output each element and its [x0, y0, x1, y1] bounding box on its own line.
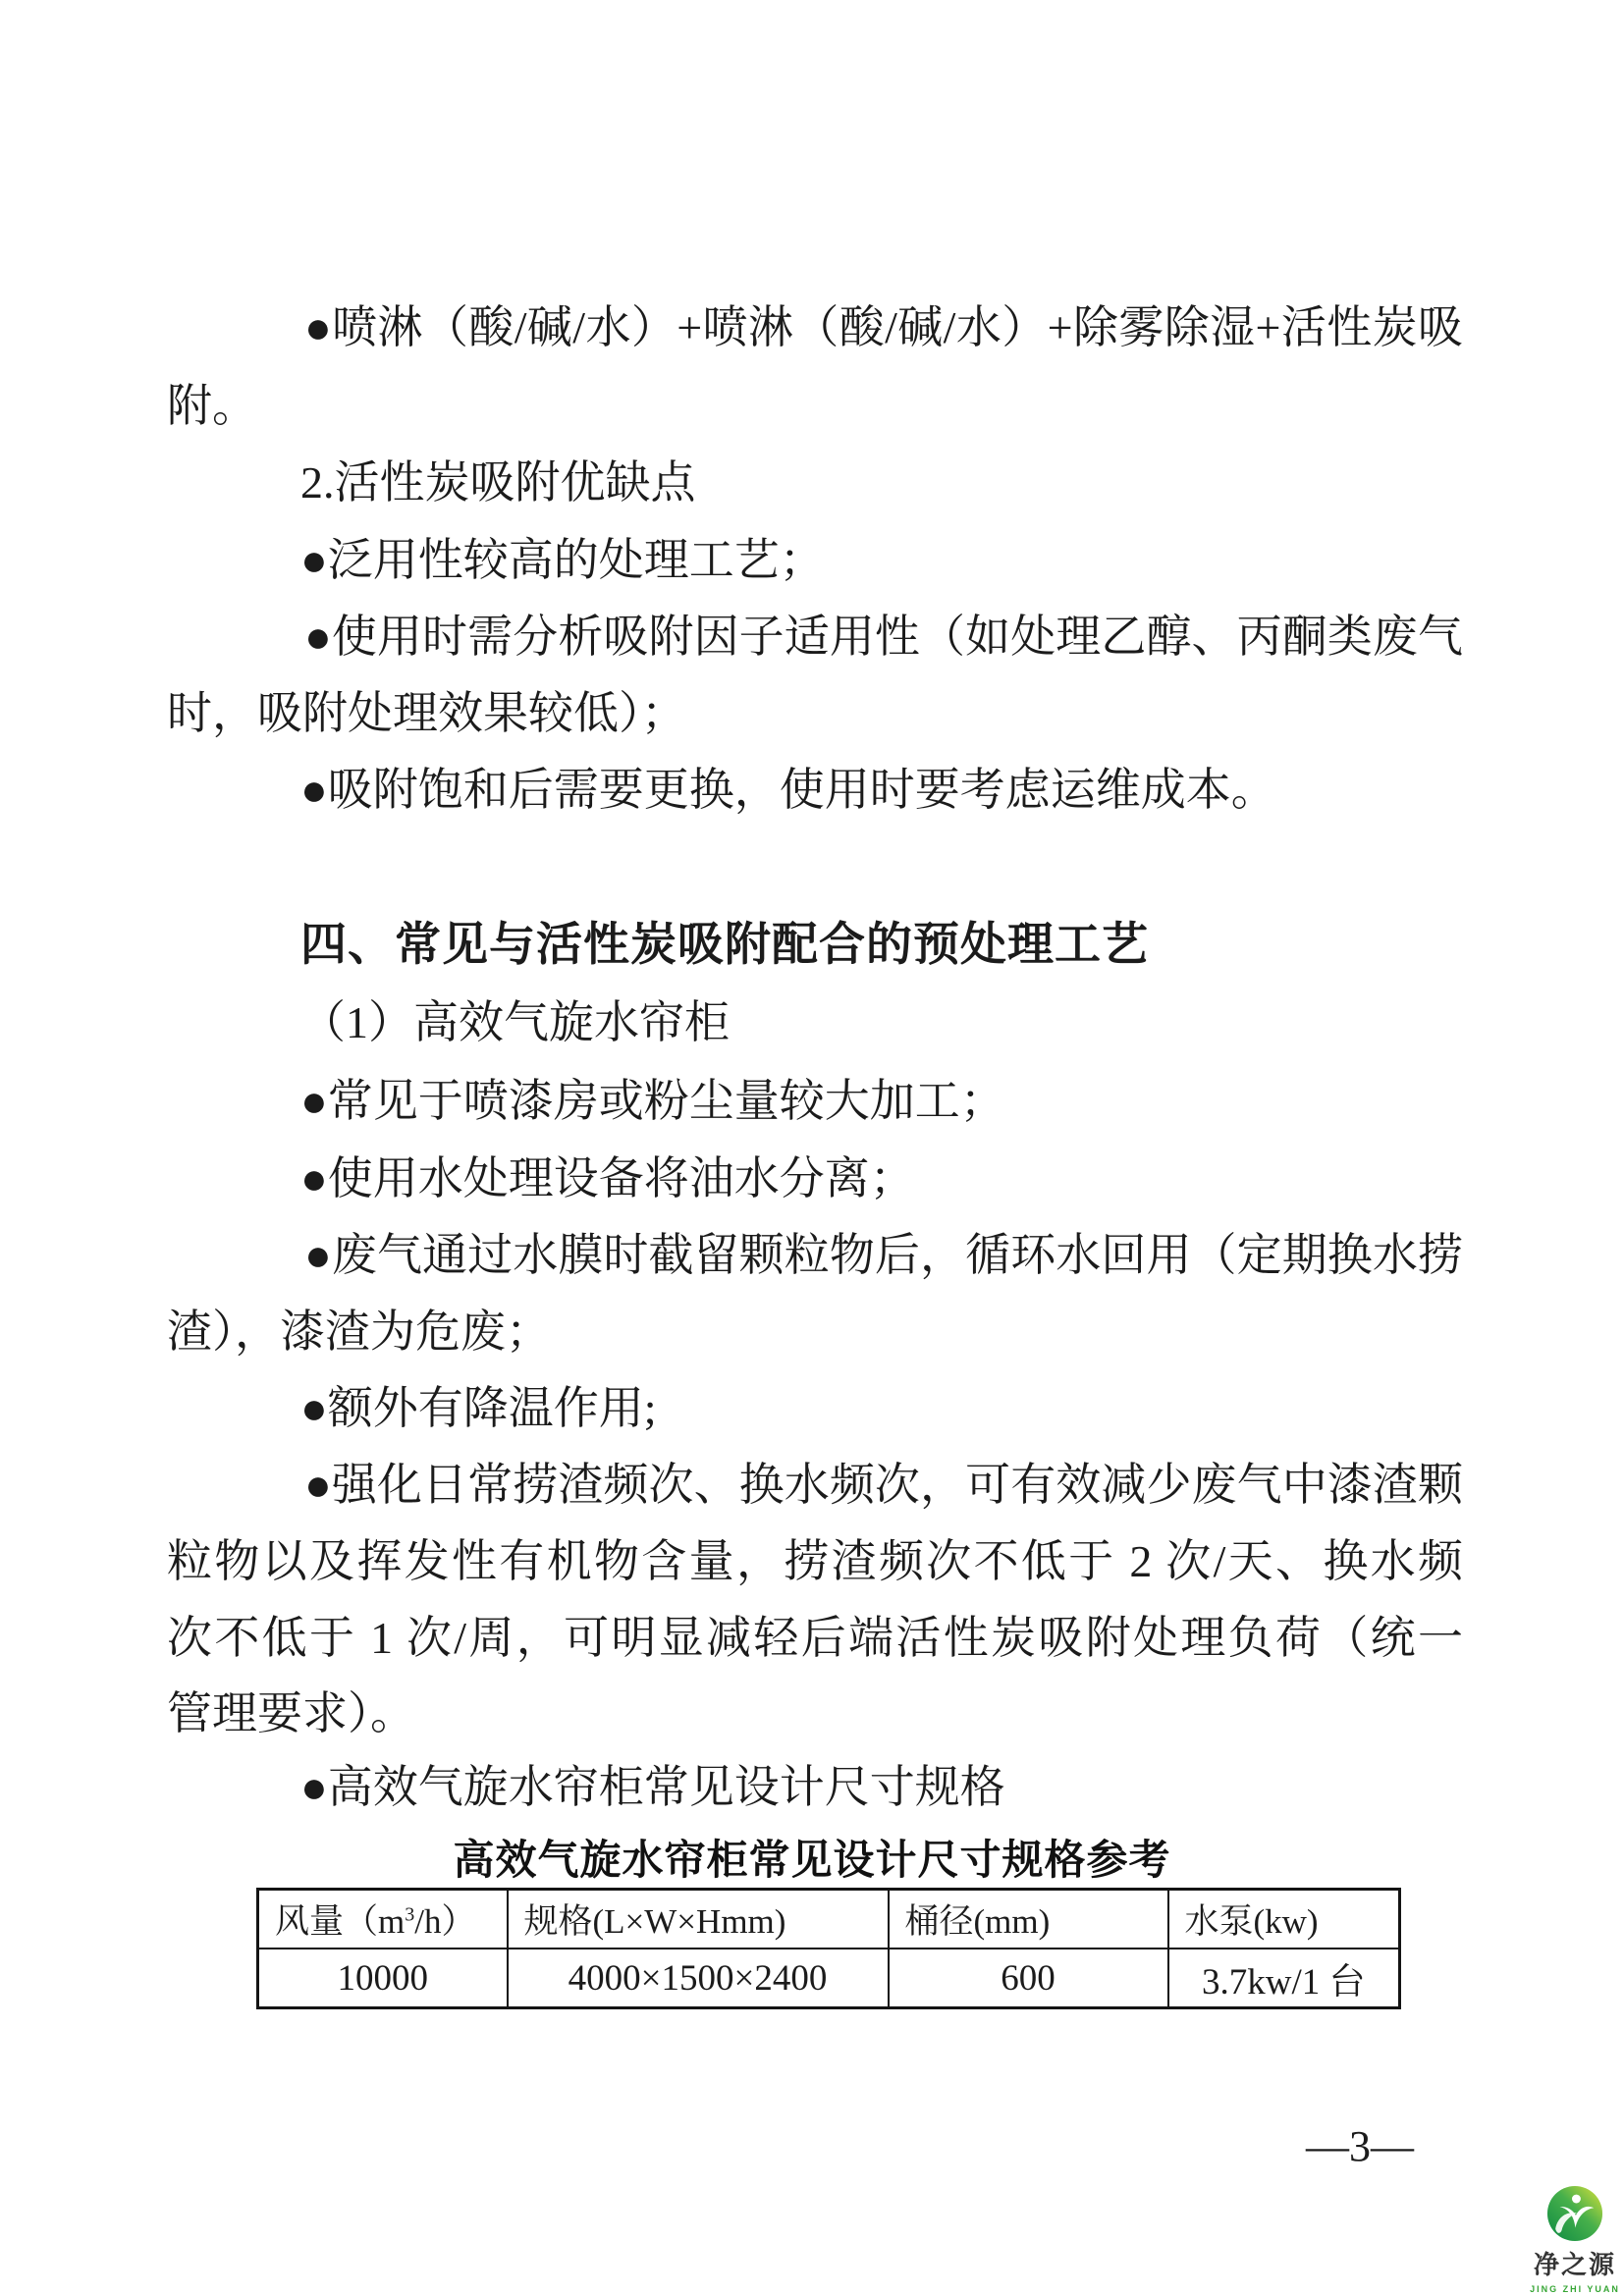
subsection-heading: 2.活性炭吸附优缺点	[300, 457, 696, 507]
table-cell-pump: 3.7kw/1 台	[1168, 1949, 1400, 2008]
bullet-line: ●吸附饱和后需要更换，使用时要考虑运维成本。	[300, 765, 1276, 815]
bullet-line: ●强化日常捞渣频次、换水频次，可有效减少废气中漆渣颗	[304, 1460, 1463, 1510]
bullet-line: ●常见于喷漆房或粉尘量较大加工；	[300, 1076, 1005, 1126]
brand-logo	[1526, 2185, 1624, 2294]
paragraph-line: 时，吸附处理效果较低）；	[167, 688, 686, 738]
brand-name: 净之源	[1533, 2250, 1616, 2279]
bullet-line: ●使用时需分析吸附因子适用性（如处理乙醇、丙酮类废气	[304, 612, 1463, 662]
paragraph-line: 次不低于 1 次/周，可明显减轻后端活性炭吸附处理负荷（统一	[167, 1613, 1463, 1663]
table-header-row	[258, 1890, 1400, 1949]
page-number: —3—	[1306, 2122, 1414, 2170]
table-title: 高效气旋水帘柜常见设计尺寸规格参考	[453, 1839, 1171, 1884]
leaf-person-logo-icon	[1546, 2185, 1603, 2242]
table-header-airflow: 风量$(m^3/h)$	[258, 1890, 508, 1949]
table-header-dimensions: 规格(L×W×Hmm)	[508, 1890, 889, 1949]
table-row	[258, 1949, 1400, 2008]
bullet-line: ●高效气旋水帘柜常见设计尺寸规格	[300, 1762, 1005, 1812]
subsection-heading: （1）高效气旋水帘柜	[300, 997, 730, 1047]
paragraph-line: 渣），漆渣为危废；	[167, 1307, 551, 1357]
table-header-barrel-diameter: 桶径(mm)	[889, 1890, 1168, 1949]
paragraph-line: 粒物以及挥发性有机物含量，捞渣频次不低于 2 次/天、换水频	[167, 1536, 1463, 1586]
paragraph-line: ●喷淋（酸/碱/水）+喷淋（酸/碱/水）+除雾除湿+活性炭吸	[304, 302, 1463, 352]
paragraph-line: 管理要求）。	[167, 1688, 415, 1738]
paragraph-line: 附。	[167, 381, 257, 431]
bullet-line: ●使用水处理设备将油水分离；	[300, 1153, 915, 1203]
brand-subtitle: JING ZHI YUAN	[1530, 2284, 1620, 2294]
bullet-line: ●废气通过水膜时截留颗粒物后，循环水回用（定期换水捞	[304, 1230, 1463, 1280]
spec-table	[256, 1888, 1401, 2009]
table-cell-barrel-diameter: 600	[889, 1949, 1168, 2008]
table-cell-dimensions: 4000×1500×2400	[508, 1949, 889, 2008]
table-header-pump: 水泵(kw)	[1168, 1890, 1400, 1949]
table-cell-airflow: 10000	[258, 1949, 508, 2008]
bullet-line: ●额外有降温作用;	[300, 1383, 657, 1433]
section-heading: 四、常见与活性炭吸附配合的预处理工艺	[300, 918, 1149, 970]
bullet-line: ●泛用性较高的处理工艺；	[300, 535, 825, 585]
